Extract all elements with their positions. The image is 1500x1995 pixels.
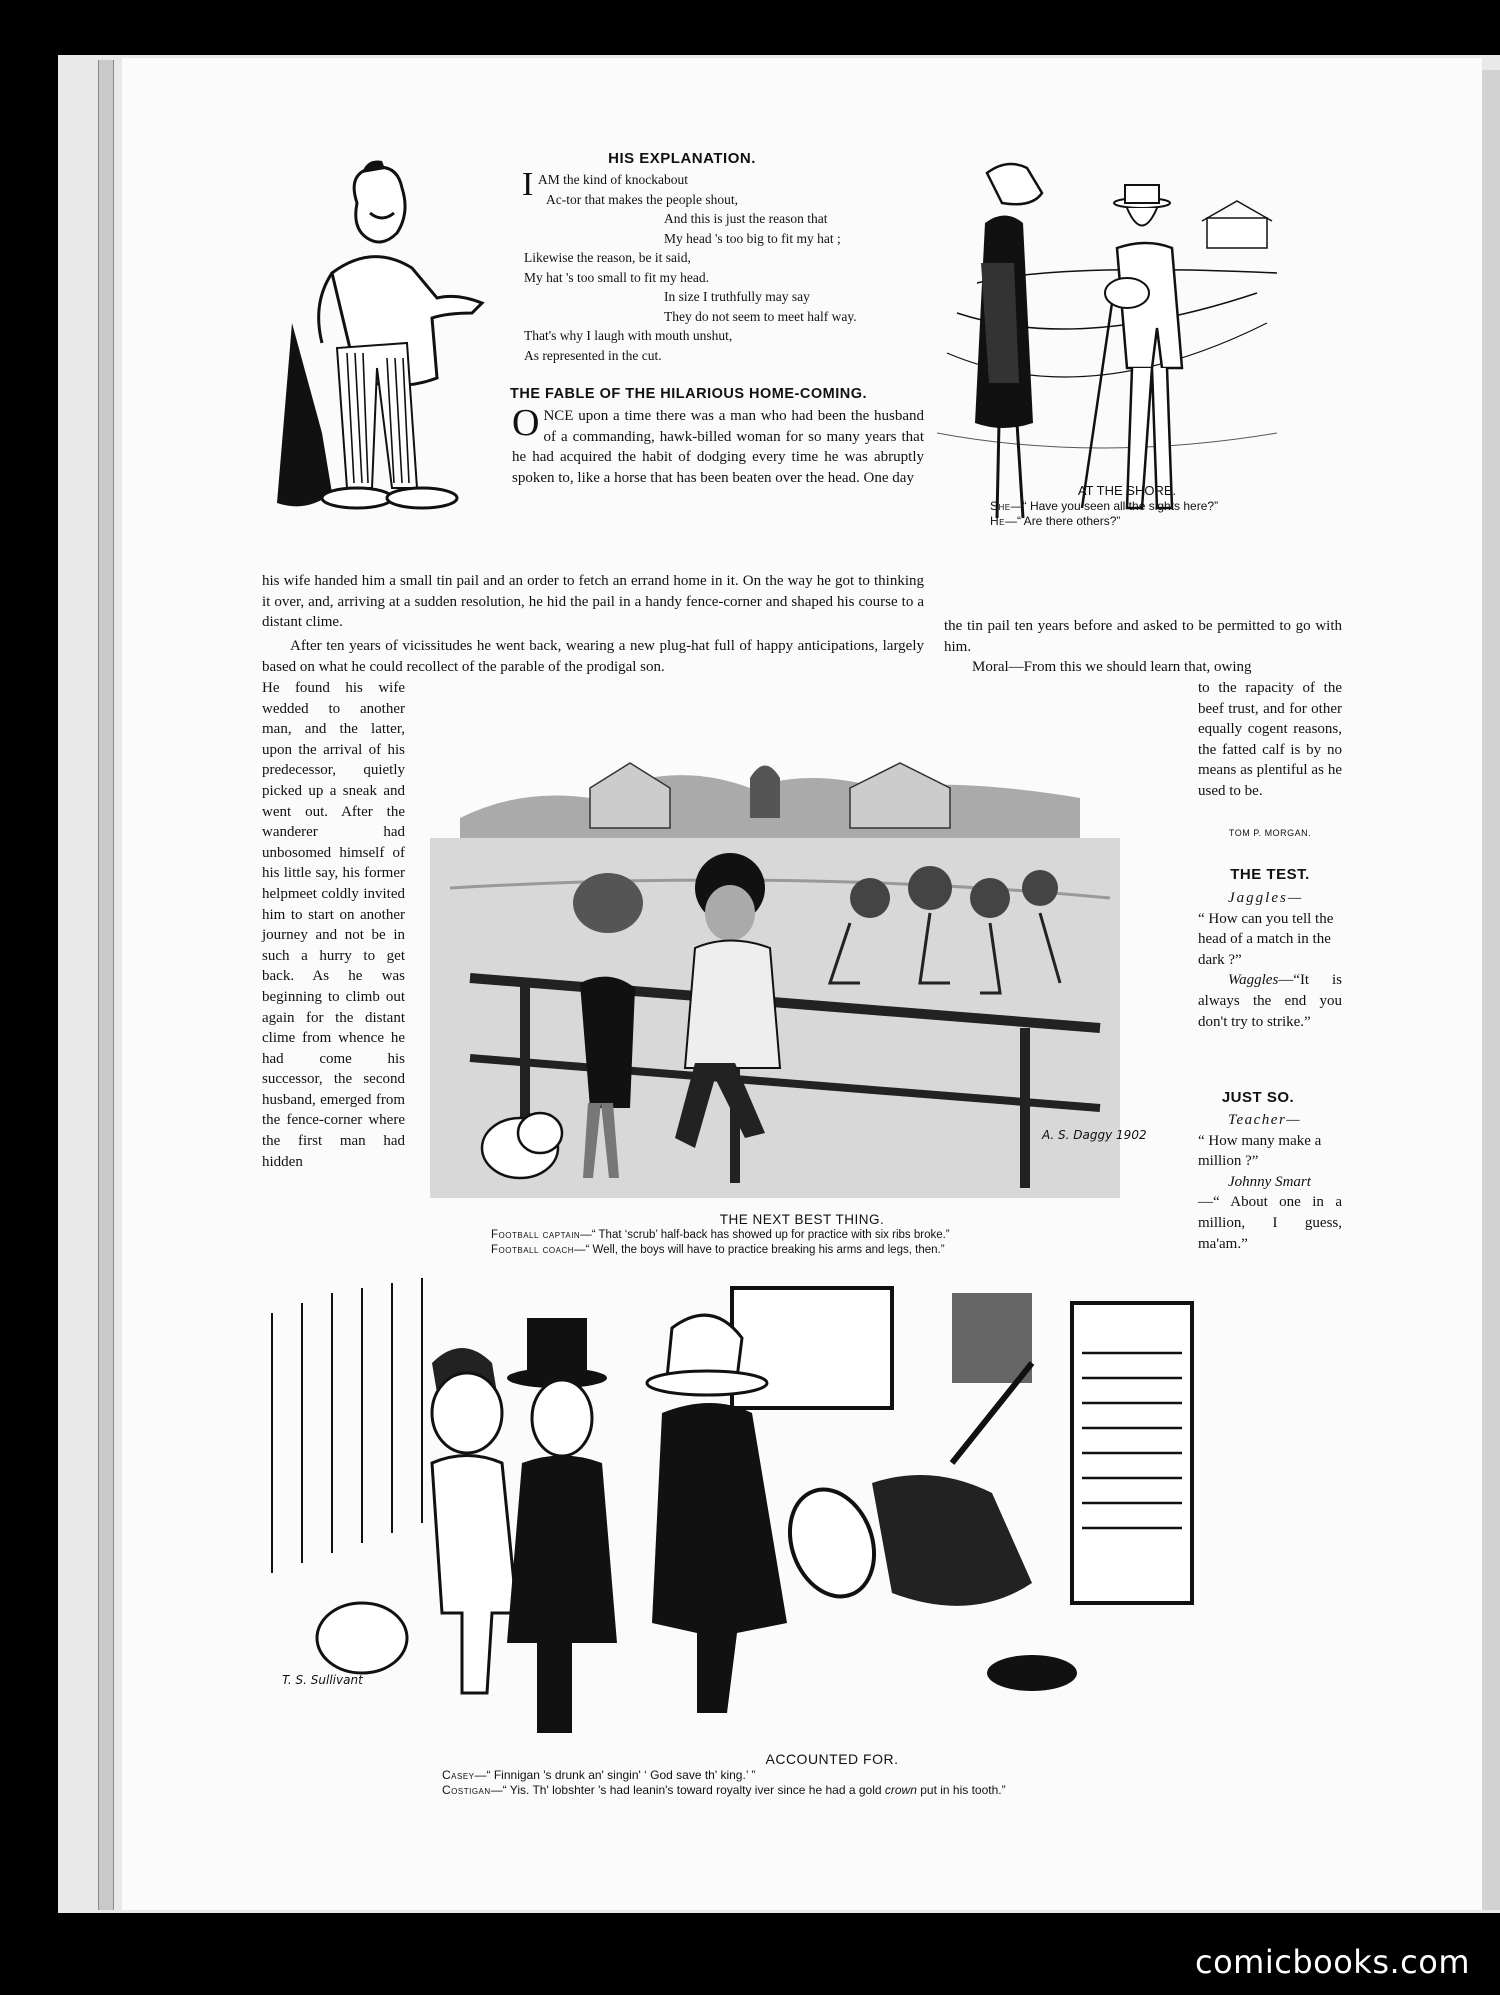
just-so-speaker-johnny: Johnny Smart [1228,1173,1311,1190]
test-line-2 [1198,970,1342,1032]
at-the-shore-title: AT THE SHORE. [1077,483,1177,498]
fable-paragraph-1-cont: his wife handed him a small tin pail and an order to fetch an errand home in it. On the way he got to thinking it over, and, arriving at a sudden resolution, he hid the pail in a handy fence-corner and shaped his course to a distant clime. [262,573,924,631]
poem-line: AM the kind of knockabout [538,172,688,187]
at-the-shore-caption [990,499,1310,528]
speaker-he: He [990,513,1006,528]
fable-paragraph-1 [512,402,924,488]
page-binding-stripe [98,60,114,1910]
caption-line-she [990,499,1310,514]
caption-line-he [990,514,1310,529]
coach-text: —“ Well, the boys will have to practice breaking his arms and legs, then.” [574,1243,945,1256]
accounted-for-illustration [252,1233,1372,1733]
right-page-edge [1480,70,1500,1910]
knockabout-actor-illustration [262,153,492,543]
caption-line-costigan [442,1783,1342,1798]
football-practice-illustration [430,738,1120,1198]
captain-text: —“ That ‘scrub’ half-back has showed up for practice with six ribs broke.” [580,1229,950,1241]
costigan-text-a: —“ Yis. Th' lobshter 's had leanin's toward royalty iver since he had a gold [490,1782,885,1797]
costigan-text-b: put in his tooth.” [916,1782,1006,1797]
poem-line: In size I truthfully may say [664,289,810,304]
speaker-captain: Football captain [491,1229,581,1241]
fable-paragraph-2: After ten years of vicissitudes he went back, wearing a new plug-hat full of happy anticipations, largely based on what he could recollect of the parable of the prodigal son. [262,638,924,675]
at-the-shore-illustration [937,153,1277,533]
test-line-2-text: —“It is always the end you don't try to strike.” [1198,972,1342,1030]
next-best-thing-title: THE NEXT BEST THING. [719,1212,885,1227]
daggy-signature: A. S. Daggy 1902 [1042,1128,1147,1142]
his-explanation-title: HIS EXPLANATION. [608,150,756,167]
watermark: comicbooks.com [1194,1943,1470,1981]
fable-para1-first: NCE upon a time there was a man who had been the husband of a commanding, hawk-billed woman for so many years that he had acquired the habit of dodging every time he was abruptly spoken to, like a horse that has been beaten over the head. One day [512,408,924,486]
poem-line: My hat 's too small to fit my head. [524,269,710,285]
fable-moral-start: Moral—From this we should learn that, owing [972,659,1252,675]
fable-moral-rest: to the rapacity of the beef trust, and for other equally cogent reasons, the fatted calf is by no means as plentiful as he used to be. [1198,680,1342,799]
just-so-line-1: “ How many make a million ?” [1198,1132,1322,1170]
just-so-line-2: —“ About one in a million, I guess, ma'am.” [1198,1194,1342,1252]
poem-line: And this is just the reason that [664,211,828,226]
the-test-title: THE TEST. [1230,866,1310,883]
speaker-casey: Casey [442,1768,475,1782]
accounted-for-caption [442,1768,1342,1797]
poem-line: As represented in the cut. [524,347,662,363]
his-explanation-poem [522,166,857,365]
fable-initial: O [512,402,540,444]
test-speaker-jaggles: Jaggles— [1228,890,1304,906]
poem-initial: I [522,166,534,203]
fable-author: TOM P. MORGAN. [1228,828,1312,838]
fable-right-top: the tin pail ten years before and asked to be permitted to go with him. [944,618,1342,655]
test-speaker-waggles: Waggles [1228,972,1279,989]
poem-line: My head 's too big to fit my hat ; [664,230,841,246]
poem-line: Ac-tor that makes the people shout, [546,191,738,207]
fable-title: THE FABLE OF THE HILARIOUS HOME-COMING. [510,386,868,402]
poem-line: They do not seem to meet half way. [664,308,857,324]
costigan-emphasis: crown [884,1782,917,1797]
magazine-page [122,58,1482,1910]
caption-line-casey [442,1768,1342,1783]
he-text: —“ Are there others?” [1005,513,1121,528]
sullivant-signature: T. S. Sullivant [282,1673,363,1687]
poem-line: Likewise the reason, be it said, [524,250,691,265]
speaker-coach: Football coach [491,1243,575,1256]
she-text: —“ Have you seen all the sights here?” [1010,499,1219,513]
test-line-1: “ How can you tell the head of a match in the dark ?” [1198,910,1334,968]
just-so-title: JUST SO. [1221,1089,1295,1106]
just-so-speaker-teacher: Teacher— [1228,1112,1302,1128]
accounted-for-title: ACCOUNTED FOR. [765,1751,899,1767]
poem-line: That's why I laugh with mouth unshut, [524,328,733,343]
the-test-body [1198,888,1342,1032]
speaker-costigan: Costigan [442,1782,491,1797]
fable-left-column: He found his wife wedded to another man, and the latter, upon the arrival of his predecessor, quietly picked up a sneak and went out. After the wanderer had unbosomed himself of his little say, his former helpmeet coldly invited him to start on another journey and not be in such a hurry to get back. As he was beginning to climb out again for the distant clime from whence he had come his successor, the second husband, emerged from the fence-corner where the first man had hidden [262,680,405,1170]
speaker-she: She [990,499,1011,513]
casey-text: —“ Finnigan 's drunk an' singin' ‘ God save th' king.’ ” [474,1768,756,1782]
